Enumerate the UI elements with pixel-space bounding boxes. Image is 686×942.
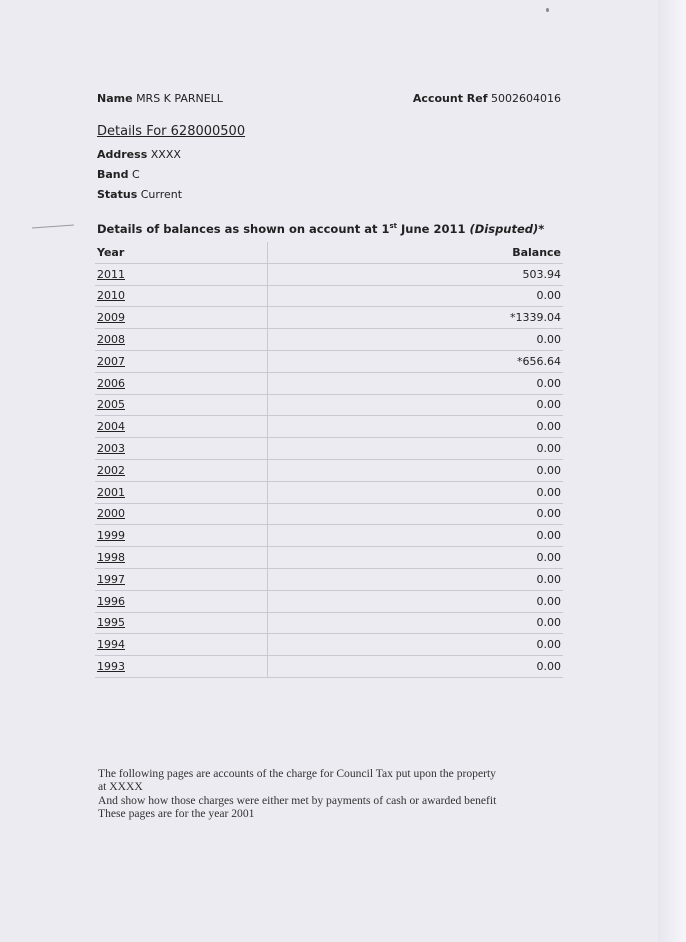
footer-note	[98, 767, 568, 821]
table-row	[95, 481, 563, 503]
address-line	[97, 148, 181, 161]
account-value: 5002604016	[491, 92, 561, 105]
year-cell[interactable]: 2001	[95, 481, 268, 503]
table-row	[95, 307, 563, 329]
balances-table	[95, 242, 563, 678]
table-row	[95, 416, 563, 438]
year-cell[interactable]: 1996	[95, 590, 268, 612]
year-cell[interactable]: 2010	[95, 285, 268, 307]
balance-cell: *1339.04	[268, 307, 564, 329]
year-cell[interactable]: 2007	[95, 350, 268, 372]
account-ref	[413, 92, 561, 105]
balance-cell: 0.00	[268, 634, 564, 656]
details-title: Details For 628000500	[97, 124, 246, 139]
name-value: MRS K PARNELL	[136, 92, 223, 105]
table-row	[95, 329, 563, 351]
status-label: Status	[97, 188, 138, 201]
account-label: Account Ref	[412, 92, 488, 105]
band-value: C	[132, 168, 140, 181]
table-row	[95, 503, 563, 525]
balance-cell: 0.00	[268, 481, 564, 503]
year-cell[interactable]: 2005	[95, 394, 268, 416]
band-line	[97, 168, 140, 181]
table-row	[95, 263, 563, 285]
balances-title	[97, 222, 544, 236]
year-cell[interactable]: 2009	[95, 307, 268, 329]
table-row	[95, 285, 563, 307]
balance-cell: *656.64	[268, 350, 564, 372]
name-label: Name	[97, 92, 133, 105]
table-row	[95, 612, 563, 634]
balances-title-prefix: Details of balances as shown on account at 1	[97, 222, 390, 236]
balance-cell: 0.00	[268, 329, 564, 351]
table-row	[95, 634, 563, 656]
balances-title-mid: June 2011	[397, 222, 470, 236]
status-line	[97, 188, 182, 201]
footer-line-4: These pages are for the year 2001	[98, 807, 255, 821]
year-cell[interactable]: 1998	[95, 547, 268, 569]
year-cell[interactable]: 1999	[95, 525, 268, 547]
customer-name	[97, 92, 223, 105]
balance-column-header: Balance	[268, 242, 564, 263]
balance-cell: 0.00	[268, 525, 564, 547]
address-label: Address	[97, 148, 148, 161]
year-cell[interactable]: 1997	[95, 568, 268, 590]
year-column-header: Year	[95, 242, 268, 263]
footer-line-3: And show how those charges were either met by payments of cash or awarded benefit	[98, 793, 497, 807]
year-cell[interactable]: 2006	[95, 372, 268, 394]
scan-speck	[546, 8, 549, 12]
table-row	[95, 590, 563, 612]
table-row	[95, 568, 563, 590]
balance-cell: 0.00	[268, 285, 564, 307]
balances-title-sup: st	[389, 222, 397, 231]
footer-line-1: The following pages are accounts of the charge for Council Tax put upon the property	[98, 767, 496, 780]
table-row	[95, 372, 563, 394]
balance-cell: 0.00	[268, 503, 564, 525]
table-row	[95, 438, 563, 460]
year-cell[interactable]: 2004	[95, 416, 268, 438]
page-edge-shadow	[658, 0, 686, 942]
balance-rows	[95, 263, 563, 677]
year-cell[interactable]: 1993	[95, 656, 268, 678]
balance-cell: 503.94	[268, 263, 564, 285]
table-header-row	[95, 242, 563, 263]
balance-cell: 0.00	[268, 459, 564, 481]
scan-mark	[32, 225, 74, 229]
balance-cell: 0.00	[268, 372, 564, 394]
year-cell[interactable]: 2002	[95, 459, 268, 481]
balance-cell: 0.00	[268, 612, 564, 634]
table-row	[95, 525, 563, 547]
year-cell[interactable]: 2000	[95, 503, 268, 525]
balance-cell: 0.00	[268, 438, 564, 460]
band-label: Band	[97, 168, 129, 181]
footer-line-2: at XXXX	[98, 780, 143, 794]
balances-title-suffix: *	[538, 222, 545, 236]
header-row	[97, 92, 561, 105]
table-row	[95, 547, 563, 569]
balance-cell: 0.00	[268, 547, 564, 569]
table-row	[95, 350, 563, 372]
table-row	[95, 394, 563, 416]
address-value: XXXX	[150, 148, 181, 161]
year-cell[interactable]: 2008	[95, 329, 268, 351]
balance-cell: 0.00	[268, 568, 564, 590]
status-value: Current	[140, 188, 183, 201]
table-row	[95, 656, 563, 678]
balance-cell: 0.00	[268, 590, 564, 612]
year-cell[interactable]: 1994	[95, 634, 268, 656]
balances-title-disputed: (Disputed)	[469, 222, 539, 236]
balance-cell: 0.00	[268, 656, 564, 678]
balance-cell: 0.00	[268, 394, 564, 416]
year-cell[interactable]: 2003	[95, 438, 268, 460]
balance-cell: 0.00	[268, 416, 564, 438]
year-cell[interactable]: 2011	[95, 263, 268, 285]
year-cell[interactable]: 1995	[95, 612, 268, 634]
table-row	[95, 459, 563, 481]
